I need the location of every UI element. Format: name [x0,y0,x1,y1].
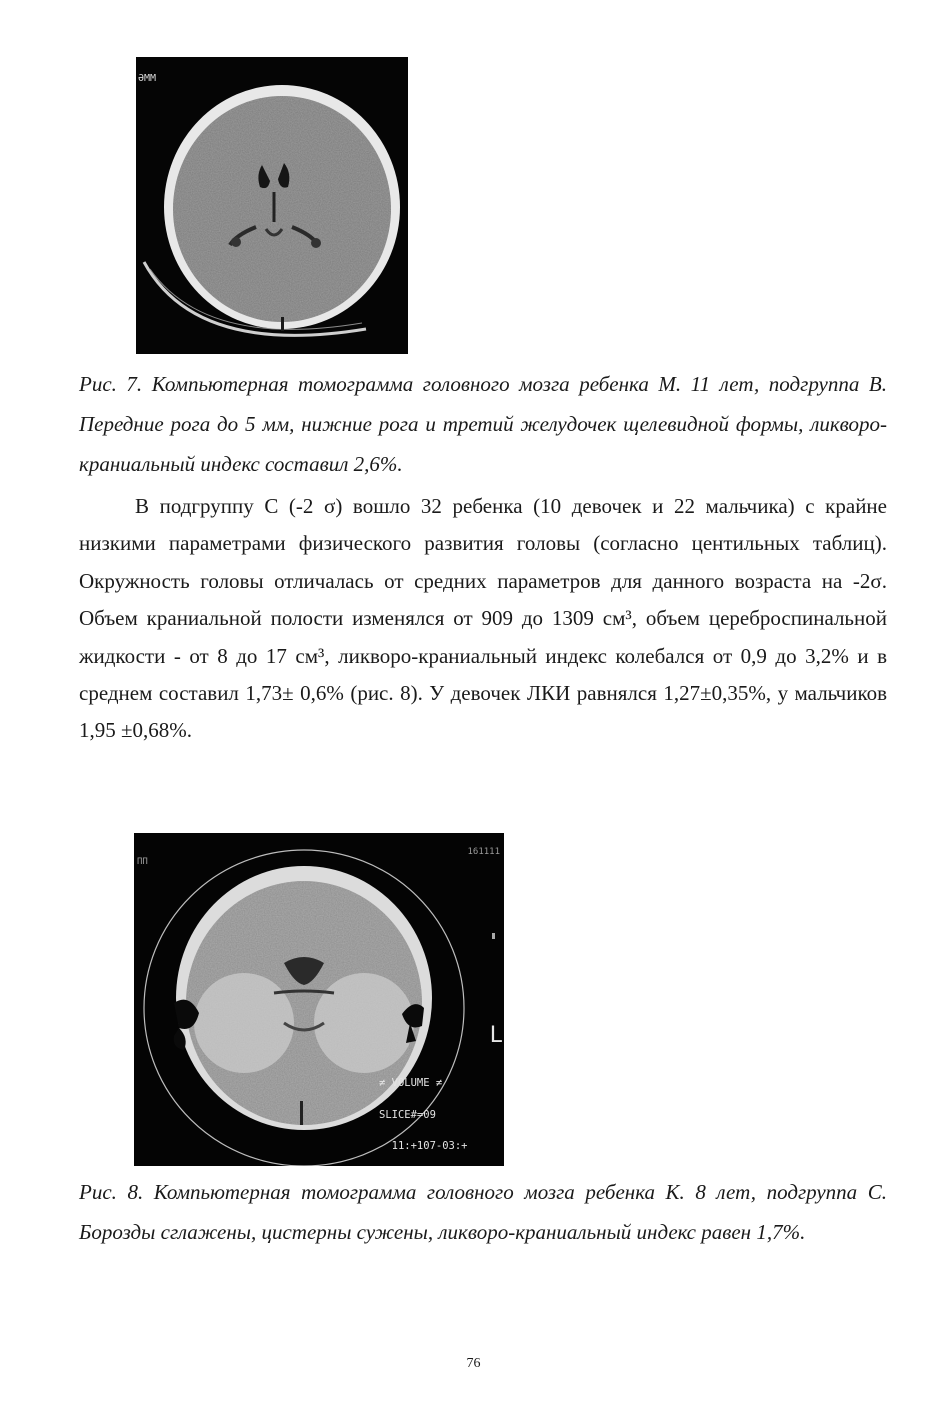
info-line: ≠ VOLUME ≠ [379,1077,443,1089]
orientation-label: L [489,1023,502,1048]
ct-scan-figure-8 [134,833,504,1166]
info-line: SLICE#=09 [379,1108,436,1121]
scan-overlay-top-left: ПП [137,857,148,867]
scan-overlay-top-right: 161111 [467,847,500,857]
figure-7-caption: Рис. 7. Компьютерная томограмма головного мозга ребенка М. 11 лет, подгруппа В. Передние рога до 5 мм, нижние рога и третий желудочек щелевидной формы, ликворо-краниальный индекс составил 2,6%. [79,372,887,476]
figure-8-caption: Рис. 8. Компьютерная томограмма головного мозга ребенка К. 8 лет, подгруппа С. Борозды сглажены, цистерны сужены, ликворо-краниальный индекс равен 1,7%. [79,1180,887,1244]
scan-overlay-label: ƏMM [138,73,157,84]
page-number: 76 [466,1356,481,1371]
body-paragraph [79,488,887,750]
ct-scan-image-7 [136,57,408,354]
info-line: 11:+107-03:+ [379,1140,468,1152]
ct-scan-figure-7 [136,57,408,354]
paragraph-text: В подгруппу С (-2 σ) вошло 32 ребенка (10 девочек и 22 мальчика) с крайне низкими параметрами физического развития головы (согласно центильных таблиц). Окружность головы отличалась от средних параметров для данного возраста на -2σ. Объем краниальной полости изменялся от 909 до 1309 см³, объем цереброспинальной жидкости - от 8 до 17 см³, ликворо-краниальный индекс колебался от 0,9 до 3,2% и в среднем составил 1,73± 0,6% (рис. 8). У девочек ЛКИ равнялся 1,27±0,35%, у мальчиков 1,95 ±0,68%. [79,494,887,743]
volume-info-panel [379,1057,468,1166]
